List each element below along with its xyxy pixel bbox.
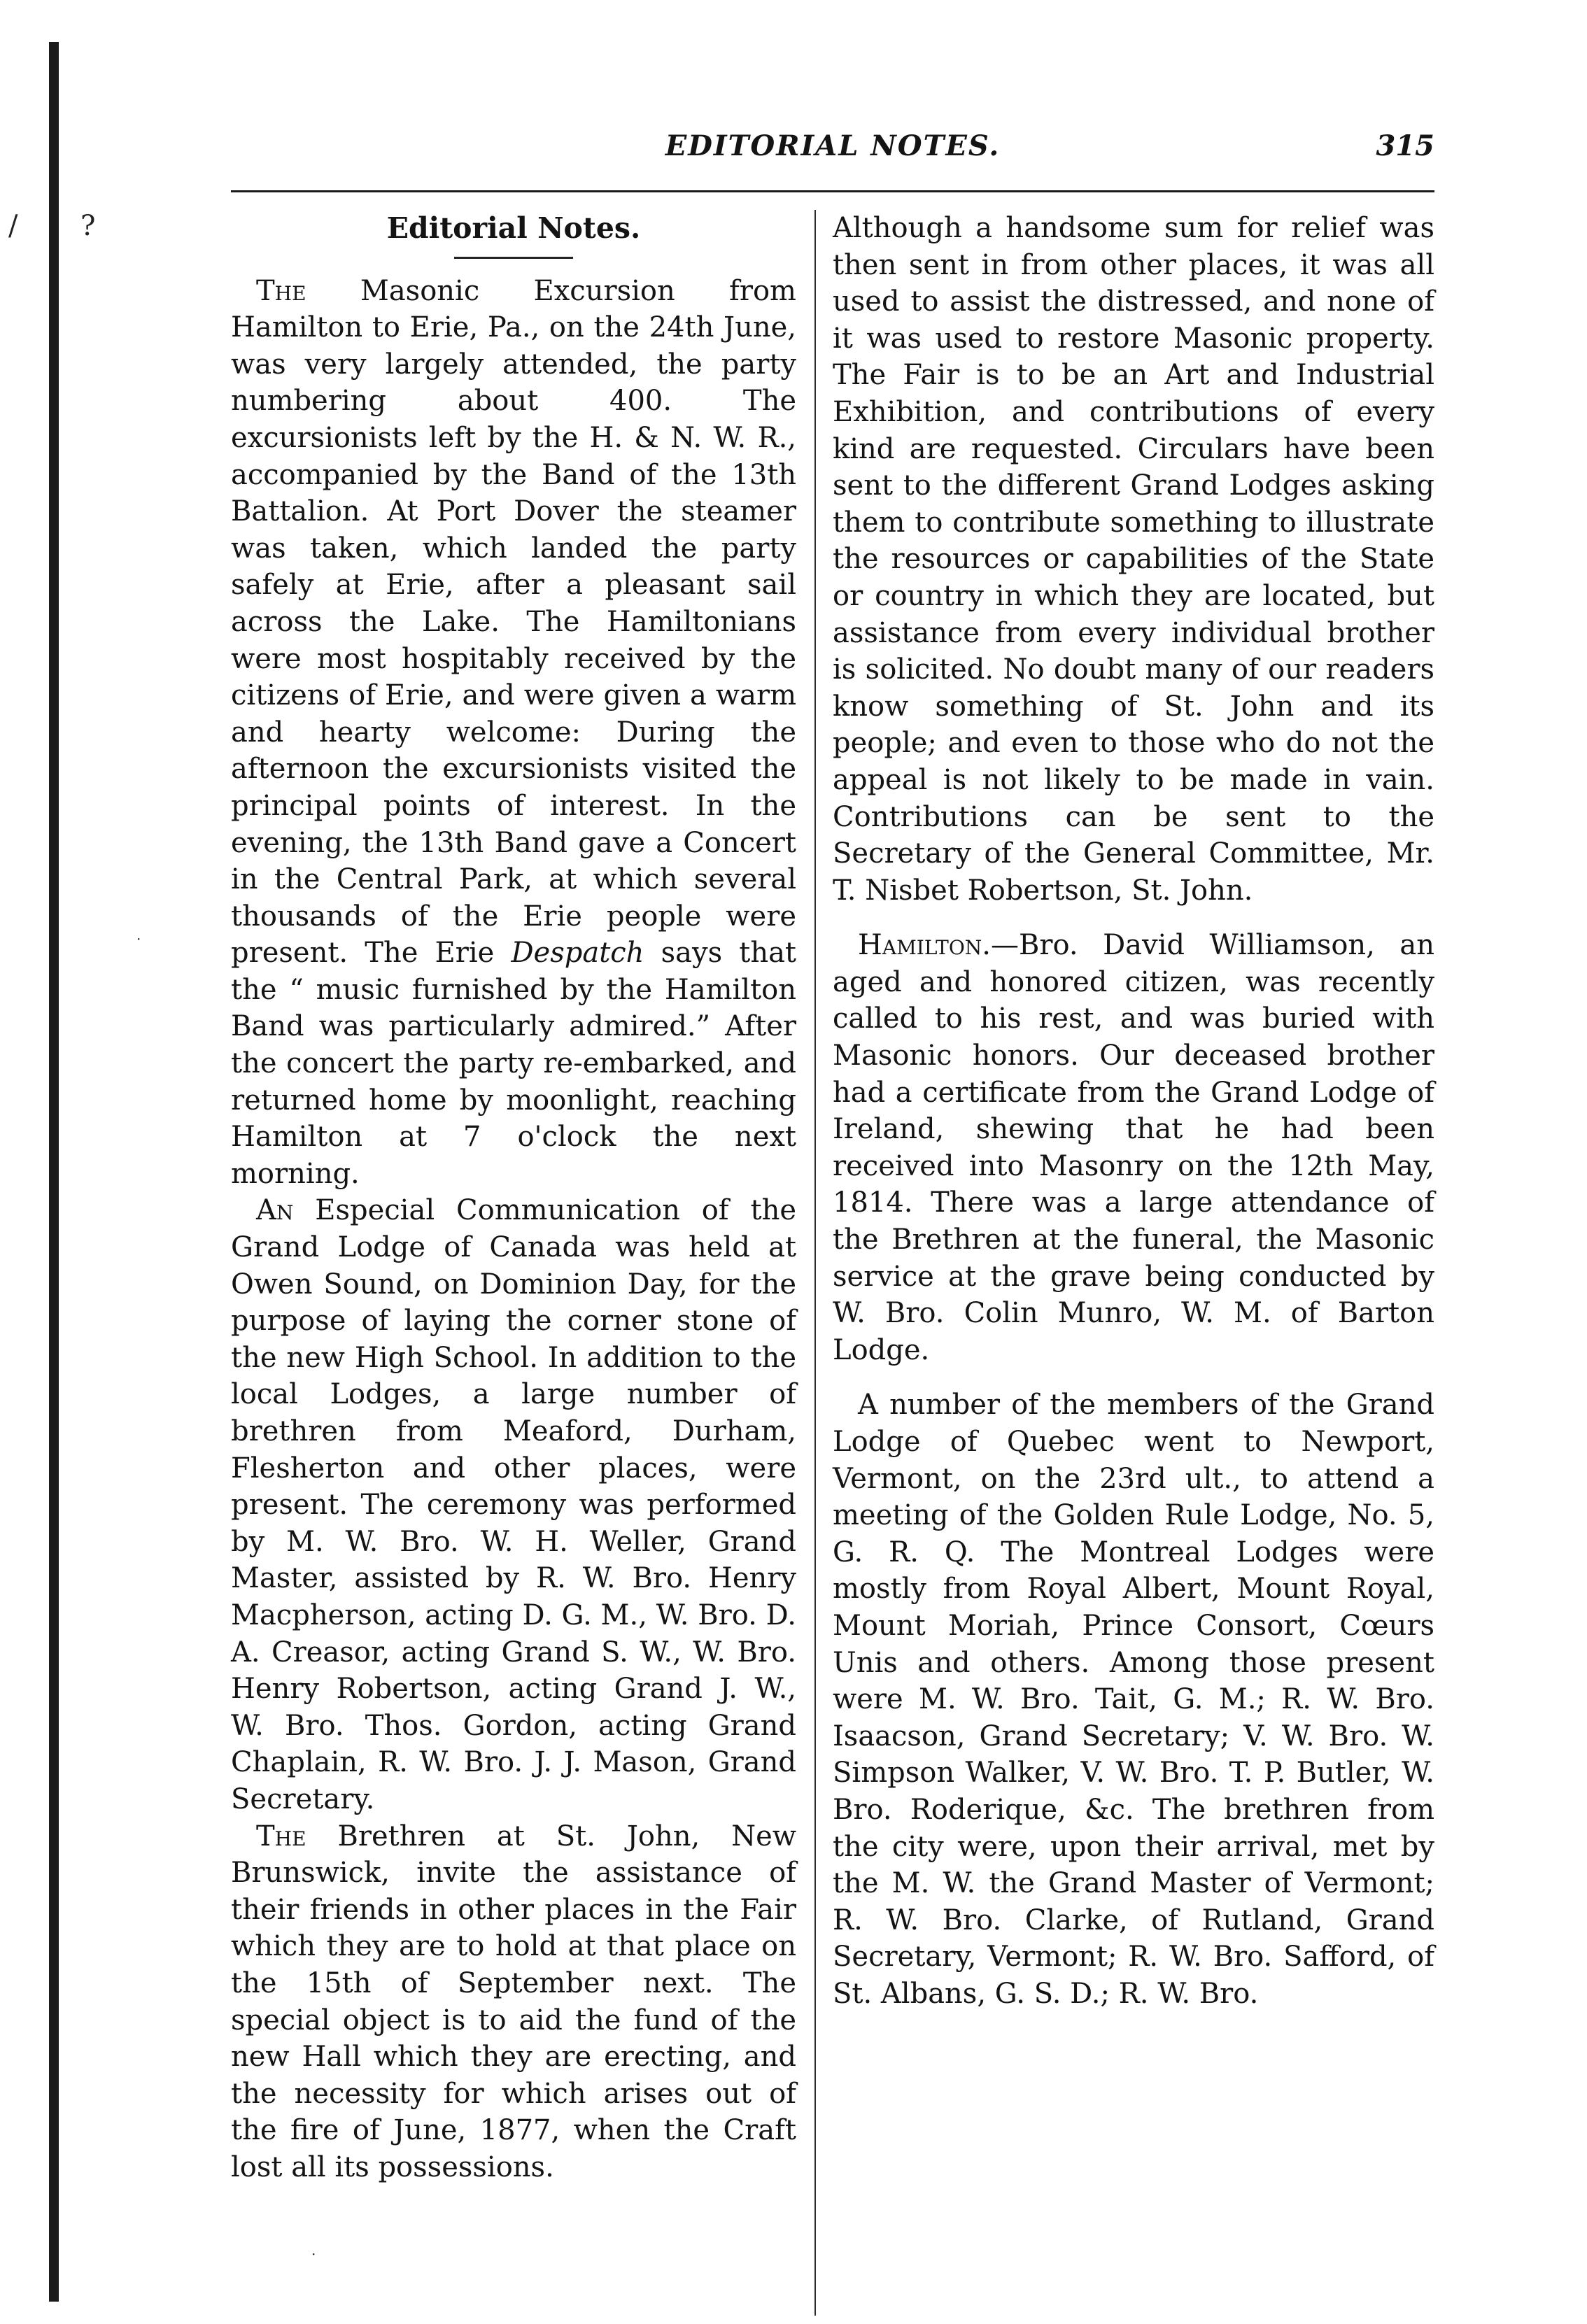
column-divider <box>814 210 816 2316</box>
paragraph-hamilton <box>833 927 1434 1368</box>
binding-edge <box>49 42 59 2302</box>
running-head <box>231 129 1434 171</box>
heading-rule <box>454 257 573 259</box>
left-column <box>231 210 796 2185</box>
paragraph-text: Masonic Excursion from Hamilton to Erie, Pa., on the 24th June, was very largely attended, the party numbering about 400. The excursionists left by the H. & N. W. R., accompanied by the Band of the 13th Battalion. At Port Dover the steamer was taken, which landed the party safely at Erie, after a pleasant sail across the Lake. The Hamiltonians were most hospitably received by the citizens of Erie, and were given a warm and hearty welcome: During the afternoon the excursionists visited the principal points of interest. In the evening, the 13th Band gave a Concert in the Central Park, at which several thousands of the Erie people were present. The Erie <box>231 274 796 970</box>
lead-word: The <box>256 1820 306 1852</box>
right-column <box>833 210 1434 2013</box>
paragraph-st-john-continued: Although a handsome sum for relief was then sent in from other places, it was all used to assist the distressed, and none of it was used to restore Masonic property. The Fair is to be an Art and Industrial Exhibition, and contributions of every kind are requested. Circulars have been sent to the different Grand Lodges asking them to contribute something to illustrate the resources or capabilities of the State or country in which they are located, but assistance from every individual brother is solicited. No doubt many of our readers know something of St. John and its people; and even to those who do not the appeal is not likely to be made in vain. Contributions can be sent to the Secretary of the General Committee, Mr. T. Nisbet Robertson, St. John. <box>833 212 1434 907</box>
paragraph-text: says that the “ music furnished by the Hamilton Band was particularly admired.” After the concert the party re-embarked, and returned home by moonlight, reaching Hamilton at 7 o'clock the next morning. <box>231 937 796 1190</box>
margin-speck: · <box>311 2246 316 2262</box>
paragraph-text: —Bro. David Williamson, an aged and honored citizen, was recently called to his rest, and was buried with Masonic honors. Our deceased brother had a certificate from the Grand Lodge of Ireland, shewing that he had been received into Masonry on the 12th May, 1814. There was a large attendance of the Brethren at the funeral, the Masonic service at the grave being conducted by W. Bro. Colin Munro, W. M. of Barton Lodge. <box>833 929 1434 1366</box>
lead-word: An <box>256 1194 294 1227</box>
lead-word: Hamilton. <box>858 929 991 962</box>
margin-speck: · <box>136 930 141 947</box>
running-title: EDITORIAL NOTES. <box>665 129 1001 162</box>
paragraph-text: Brethren at St. John, New Brunswick, invite the assistance of their friends in other places in the Fair which they are to hold at that place on the 15th of September next. The special object is to aid the fund of the new Hall which they are erecting, and the necessity for which arises out of the fire of June, 1877, when the Craft lost all its possessions. <box>231 1820 796 2183</box>
paragraph-owen-sound <box>231 1192 796 1818</box>
paragraph-erie-excursion <box>231 273 796 1193</box>
header-rule <box>231 190 1434 192</box>
page-number: 315 <box>1376 129 1434 162</box>
section-heading: Editorial Notes. <box>386 211 641 245</box>
paragraph-st-john <box>231 1818 796 2186</box>
lead-word: The <box>256 274 306 307</box>
paragraph-quebec-newport: A number of the members of the Grand Lodge of Quebec went to Newport, Vermont, on the 23rd ult., to attend a meeting of the Golden Rule Lodge, No. 5, G. R. Q. The Montreal Lodges were mostly from Royal Albert, Mount Royal, Mount Moriah, Prince Consort, Cœurs Unis and others. Among those present were M. W. Bro. Tait, G. M.; R. W. Bro. Isaacson, Grand Secretary; V. W. Bro. W. Simpson Walker, V. W. Bro. T. P. Butler, W. Bro. Roderique, &c. The brethren from the city were, upon their arrival, met by the M. W. the Grand Master of Vermont; R. W. Bro. Clarke, of Rutland, Grand Secretary, Vermont; R. W. Bro. Safford, of St. Albans, G. S. D.; R. W. Bro. <box>833 1389 1434 2010</box>
margin-pencil-mark: ? <box>80 210 96 242</box>
paragraph-text: Especial Communication of the Grand Lodge of Canada was held at Owen Sound, on Dominion Day, for the purpose of laying the corner stone of the new High School. In addition to the local Lodges, a large number of brethren from Meaford, Durham, Flesherton and other places, were present. The ceremony was performed by M. W. Bro. W. H. Weller, Grand Master, assisted by R. W. Bro. Henry Macpherson, acting D. G. M., W. Bro. D. A. Creasor, acting Grand S. W., W. Bro. Henry Robertson, acting Grand J. W., W. Bro. Thos. Gordon, acting Grand Chaplain, R. W. Bro. J. J. Mason, Grand Secretary. <box>231 1194 796 1815</box>
margin-pencil-mark: / <box>8 210 18 242</box>
italic-title: Despatch <box>511 937 644 970</box>
